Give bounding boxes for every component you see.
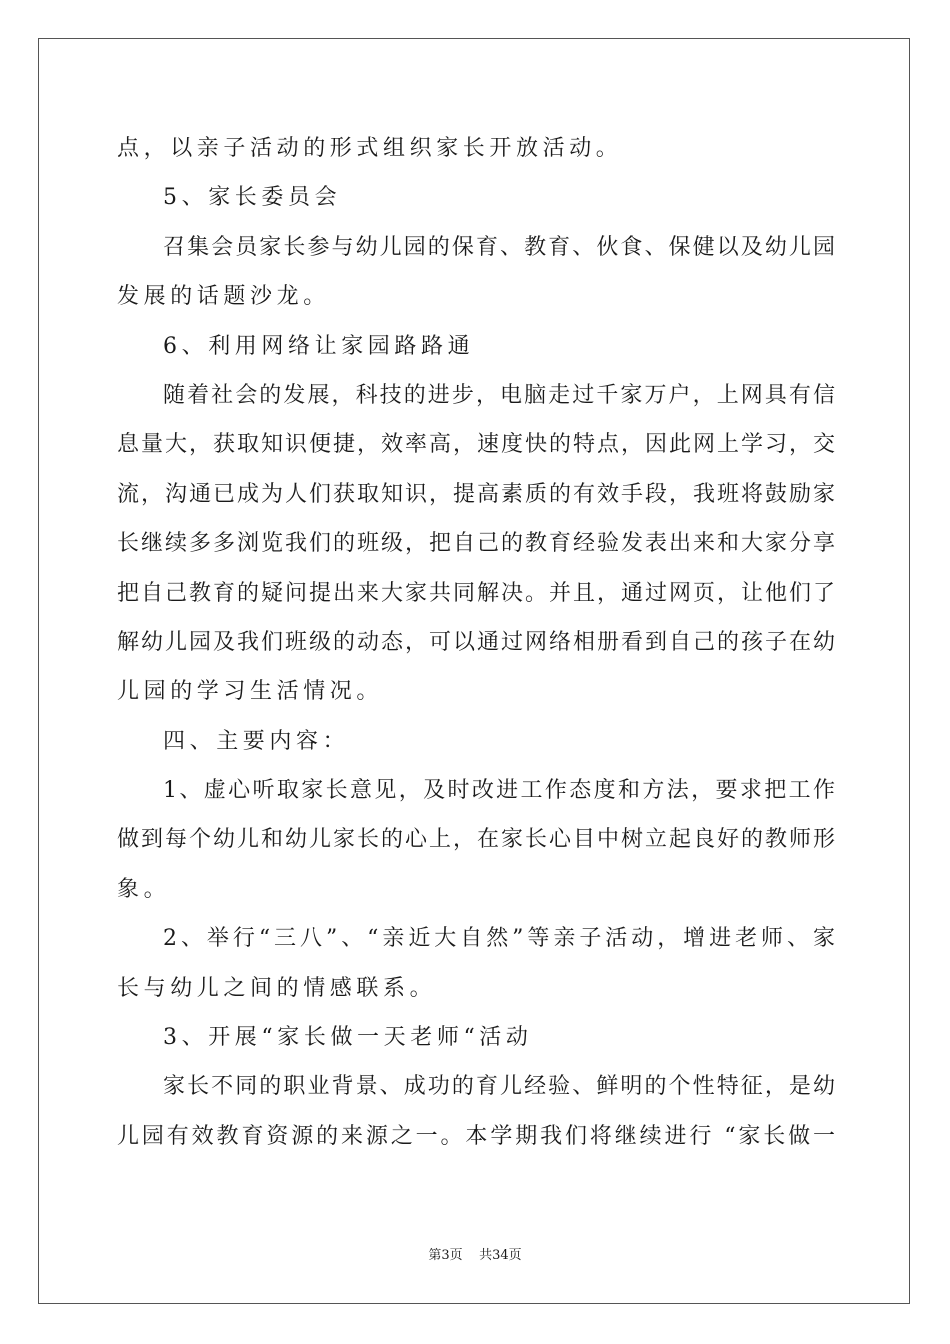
footer-spacer (463, 1248, 480, 1263)
text-line: 发展的话题沙龙。 (117, 284, 330, 310)
text-line: 儿园的学习生活情况。 (117, 679, 384, 705)
text-line: 2、举行“三八”、“亲近大自然”等亲子活动，增进老师、家 (163, 926, 835, 952)
text-line: 长继续多多浏览我们的班级，把自己的教育经验发表出来和大家分享 (117, 531, 835, 557)
page-number: 第3页 (428, 1248, 463, 1263)
text-line: 息量大，获取知识便捷，效率高，速度快的特点，因此网上学习，交 (117, 432, 835, 458)
text-line: 做到每个幼儿和幼儿家长的心上，在家长心目中树立起良好的教师形 (117, 827, 835, 853)
text-line: 3、开展“家长做一天老师“活动 (163, 1025, 533, 1051)
text-line: 5、家长委员会 (163, 185, 342, 211)
text-line: 流，沟通已成为人们获取知识，提高素质的有效手段，我班将鼓励家 (117, 481, 835, 507)
text-line: 随着社会的发展，科技的进步，电脑走过千家万户，上网具有信 (163, 382, 835, 408)
document-body (117, 124, 835, 1161)
text-line: 点，以亲子活动的形式组织家长开放活动。 (117, 136, 623, 161)
text-line: 四、主要内容： (163, 728, 350, 754)
page-footer (0, 1244, 950, 1263)
total-pages: 共34页 (479, 1248, 522, 1263)
text-line: 召集会员家长参与幼儿园的保育、教育、伙食、保健以及幼儿园 (163, 234, 835, 260)
text-line: 6、利用网络让家园路路通 (163, 333, 475, 359)
text-line: 把自己教育的疑问提出来大家共同解决。并且，通过网页，让他们了 (117, 580, 835, 606)
text-line: 1、虚心听取家长意见，及时改进工作态度和方法，要求把工作 (163, 778, 835, 804)
text-line: 儿园有效教育资源的来源之一。本学期我们将继续进行 “家长做一 (117, 1123, 835, 1149)
text-line: 象。 (117, 876, 171, 902)
text-line: 长与幼儿之间的情感联系。 (117, 975, 437, 1001)
text-line: 解幼儿园及我们班级的动态，可以通过网络相册看到自己的孩子在幼 (117, 629, 835, 655)
text-line: 家长不同的职业背景、成功的育儿经验、鲜明的个性特征，是幼 (163, 1074, 835, 1100)
